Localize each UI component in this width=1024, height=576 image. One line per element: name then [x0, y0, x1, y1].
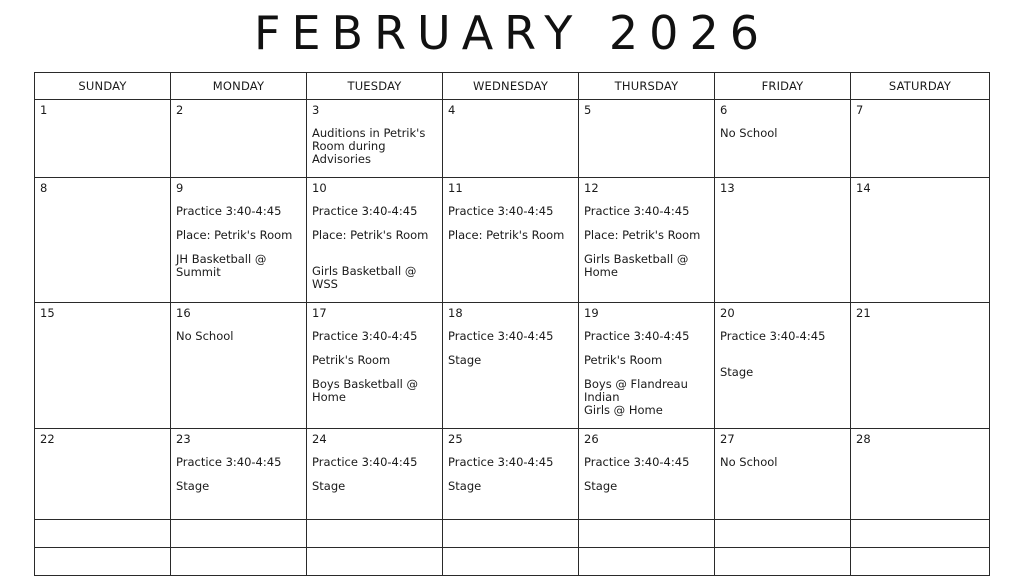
day-cell-content — [579, 178, 714, 302]
calendar-title: FEBRUARY 2026 — [254, 6, 770, 60]
day-cell-content — [715, 100, 850, 177]
day-cell[interactable] — [579, 429, 715, 520]
day-number: 20 — [720, 306, 735, 320]
day-cell[interactable] — [851, 303, 990, 429]
day-cell-content — [443, 303, 578, 428]
day-cell[interactable] — [443, 429, 579, 520]
day-cell-content — [171, 178, 306, 302]
day-number: 7 — [856, 103, 864, 117]
day-cell[interactable] — [307, 178, 443, 303]
calendar-event: Auditions in Petrik's Room during Advisories — [312, 126, 426, 166]
day-cell-content — [171, 100, 306, 177]
day-cell-content — [715, 303, 850, 428]
day-cell-content — [307, 100, 442, 177]
day-cell-content — [35, 303, 170, 428]
day-number: 16 — [176, 306, 191, 320]
calendar-body — [35, 100, 990, 576]
calendar-event: Stage — [312, 479, 346, 493]
calendar-event: Practice 3:40-4:45 — [584, 329, 690, 343]
day-cell[interactable] — [35, 303, 171, 429]
week-row — [35, 429, 990, 520]
calendar-event: Stage — [448, 353, 482, 367]
calendar-event: Girls @ Home — [584, 403, 663, 417]
weekday-header: FRIDAY — [715, 73, 851, 100]
day-cell[interactable] — [715, 429, 851, 520]
calendar-event: Practice 3:40-4:45 — [312, 329, 418, 343]
calendar-event: Girls Basketball @ Home — [584, 252, 689, 279]
calendar-event: Practice 3:40-4:45 — [448, 329, 554, 343]
calendar-event: Practice 3:40-4:45 — [584, 204, 690, 218]
day-number: 24 — [312, 432, 327, 446]
calendar-event: Boys @ Flandreau Indian — [584, 377, 688, 404]
weekday-header: SATURDAY — [851, 73, 990, 100]
day-cell-content — [35, 100, 170, 177]
day-cell[interactable] — [171, 429, 307, 520]
day-cell-content — [851, 100, 989, 177]
day-number: 25 — [448, 432, 463, 446]
day-cell[interactable] — [851, 429, 990, 520]
calendar-event: Practice 3:40-4:45 — [176, 455, 282, 469]
day-number: 12 — [584, 181, 599, 195]
day-number: 9 — [176, 181, 184, 195]
calendar-event: No School — [720, 455, 778, 469]
day-cell[interactable] — [171, 178, 307, 303]
empty-cell — [171, 520, 307, 548]
empty-cell — [35, 520, 171, 548]
day-number: 4 — [448, 103, 456, 117]
day-number: 27 — [720, 432, 735, 446]
day-cell-content — [307, 303, 442, 428]
day-cell[interactable] — [35, 429, 171, 520]
day-cell[interactable] — [307, 303, 443, 429]
calendar-event: Practice 3:40-4:45 — [448, 204, 554, 218]
day-number: 14 — [856, 181, 871, 195]
day-number: 22 — [40, 432, 55, 446]
empty-cell — [851, 520, 990, 548]
day-cell-content — [307, 429, 442, 519]
day-cell[interactable] — [443, 303, 579, 429]
calendar-event: Practice 3:40-4:45 — [720, 329, 826, 343]
day-cell[interactable] — [851, 178, 990, 303]
day-number: 18 — [448, 306, 463, 320]
calendar-event: Practice 3:40-4:45 — [584, 455, 690, 469]
calendar-event: Place: Petrik's Room — [448, 228, 565, 242]
week-row — [35, 178, 990, 303]
day-cell-content — [851, 303, 989, 428]
day-cell-content — [715, 178, 850, 302]
day-cell-content — [579, 429, 714, 519]
day-cell[interactable] — [579, 303, 715, 429]
day-number: 26 — [584, 432, 599, 446]
calendar-event: Boys Basketball @ Home — [312, 377, 419, 404]
calendar-event: Place: Petrik's Room — [584, 228, 701, 242]
calendar-event: Practice 3:40-4:45 — [312, 455, 418, 469]
day-cell-content — [443, 100, 578, 177]
day-number: 23 — [176, 432, 191, 446]
day-number: 28 — [856, 432, 871, 446]
calendar-event: No School — [176, 329, 234, 343]
day-cell-content — [307, 178, 442, 302]
day-number: 8 — [40, 181, 48, 195]
empty-row — [35, 520, 990, 548]
day-cell[interactable] — [715, 303, 851, 429]
day-number: 3 — [312, 103, 320, 117]
calendar-event: JH Basketball @ Summit — [176, 252, 267, 279]
day-cell[interactable] — [35, 178, 171, 303]
empty-cell — [307, 520, 443, 548]
day-cell[interactable] — [171, 100, 307, 178]
day-cell[interactable] — [307, 429, 443, 520]
week-row — [35, 303, 990, 429]
day-cell[interactable] — [443, 178, 579, 303]
day-number: 15 — [40, 306, 55, 320]
day-cell[interactable] — [35, 100, 171, 178]
calendar-event: Girls Basketball @ WSS — [312, 264, 417, 291]
calendar-event: Practice 3:40-4:45 — [448, 455, 554, 469]
empty-cell — [443, 520, 579, 548]
day-number: 11 — [448, 181, 463, 195]
weekday-header: TUESDAY — [307, 73, 443, 100]
calendar-event: No School — [720, 126, 778, 140]
empty-cell — [715, 520, 851, 548]
weekday-header: MONDAY — [171, 73, 307, 100]
day-cell[interactable] — [443, 100, 579, 178]
day-cell-content — [715, 429, 850, 519]
day-cell-content — [35, 429, 170, 519]
week-row — [35, 100, 990, 178]
weekday-header: WEDNESDAY — [443, 73, 579, 100]
calendar-event: Place: Petrik's Room — [176, 228, 293, 242]
empty-cell — [579, 520, 715, 548]
calendar-event: Stage — [720, 365, 754, 379]
weekday-header: SUNDAY — [35, 73, 171, 100]
day-number: 1 — [40, 103, 48, 117]
day-cell[interactable] — [579, 100, 715, 178]
calendar-event: Practice 3:40-4:45 — [176, 204, 282, 218]
day-cell-content — [171, 429, 306, 519]
day-cell-content — [443, 429, 578, 519]
calendar-event: Petrik's Room — [584, 353, 663, 367]
day-cell[interactable] — [579, 178, 715, 303]
day-number: 21 — [856, 306, 871, 320]
day-cell[interactable] — [715, 100, 851, 178]
day-cell-content — [579, 100, 714, 177]
calendar-grid — [34, 72, 990, 576]
calendar-event: Petrik's Room — [312, 353, 391, 367]
weekday-header: THURSDAY — [579, 73, 715, 100]
day-cell[interactable] — [715, 178, 851, 303]
day-cell[interactable] — [171, 303, 307, 429]
day-number: 17 — [312, 306, 327, 320]
day-number: 19 — [584, 306, 599, 320]
day-number: 2 — [176, 103, 184, 117]
calendar-event: Practice 3:40-4:45 — [312, 204, 418, 218]
day-cell-content — [851, 178, 989, 302]
day-cell-content — [171, 303, 306, 428]
day-cell-content — [443, 178, 578, 302]
calendar-event: Stage — [176, 479, 210, 493]
calendar-event: Stage — [584, 479, 618, 493]
day-cell-content — [851, 429, 989, 519]
day-cell[interactable] — [851, 100, 990, 178]
day-cell[interactable] — [307, 100, 443, 178]
day-cell-content — [35, 178, 170, 302]
day-number: 5 — [584, 103, 592, 117]
day-number: 6 — [720, 103, 728, 117]
day-cell-content — [579, 303, 714, 428]
calendar-event: Place: Petrik's Room — [312, 228, 429, 242]
weekday-header-row — [35, 73, 990, 100]
calendar-event: Stage — [448, 479, 482, 493]
day-number: 10 — [312, 181, 327, 195]
day-number: 13 — [720, 181, 735, 195]
